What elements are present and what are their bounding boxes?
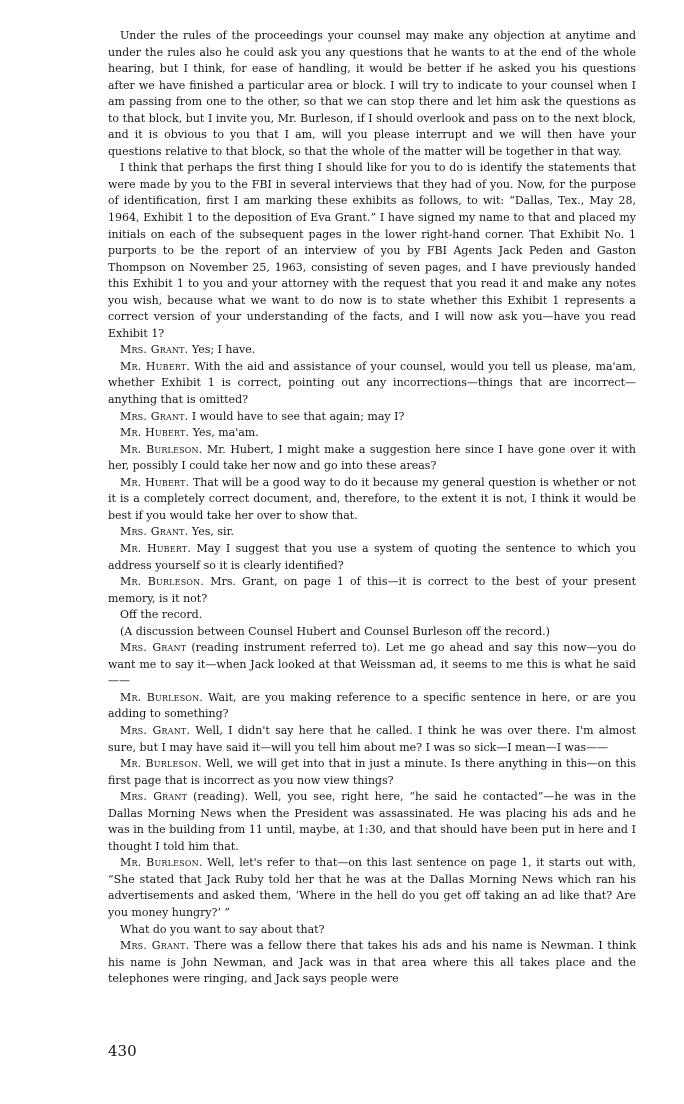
speaker-name: Mrs. Grant.: [120, 525, 189, 539]
dialogue-text: Well, I didn't say here that he called. I think he was over there. I'm almost sure, but I may have said it—will you tell him about me? I was so sick—I mean—I was——: [108, 723, 636, 754]
dialogue-line: [108, 855, 636, 921]
dialogue-text: Well, let's refer to that—on this last sentence on page 1, it starts out with, “She stated that Jack Ruby told her that he was at the Dallas Morning News which ran his advertisements and asked them, ‘Where in the hell do you get off taking an ad like that? Are you money hungry?’ ”: [108, 856, 637, 919]
dialogue-text: Yes, ma'am.: [192, 426, 259, 440]
speaker-name: Mr. Burleson.: [120, 856, 203, 870]
dialogue-line: [108, 475, 636, 525]
dialogue-text: Wait, are you making reference to a specific sentence in here, or are you adding to something?: [108, 690, 636, 721]
dialogue-line: [108, 359, 636, 409]
dialogue-line: [108, 756, 636, 789]
off-record-discussion-note: [108, 624, 636, 641]
off-record-note: [108, 607, 636, 624]
speaker-name: Mrs. Grant.: [120, 723, 191, 737]
speaker-name: Mrs. Grant: [120, 790, 188, 804]
dialogue-line: [108, 723, 636, 756]
speaker-name: Mr. Hubert.: [120, 359, 191, 373]
paragraph-text: I think that perhaps the first thing I should like for you to do is identify the statements that were made by you to the FBI in several interviews that they had of you. Now, for the purpose of identification, first I am marking these exhibits as follows, to wit: “Dallas, Tex., May 28, 1964, Exhibit 1 to the deposition of Eva Grant.” I have signed my name to that and placed my initials on each of the subsequent pages in the lower right-hand corner. That Exhibit No. 1 purports to be the report of an interview of you by FBI Agents Jack Peden and Gaston Thompson on November 25, 1963, consisting of seven pages, and I have previously handed this Exhibit 1 to you and your attorney with the request that you read it and make any notes you wish, because what we want to do now is to state whether this Exhibit 1 represents a correct version of your understanding of the facts, and I will now ask you—have you read Exhibit 1?: [108, 161, 636, 340]
dialogue-line: [108, 640, 636, 690]
dialogue-line: [108, 938, 636, 988]
dialogue-text: That will be a good way to do it because my general question is whether or not it is a completely correct document, and, therefore, to the extent it is not, I think it would be best if you would take her over to show that.: [108, 475, 636, 522]
speaker-name: Mr. Hubert.: [120, 426, 190, 440]
speaker-name: Mrs. Grant.: [120, 343, 189, 357]
dialogue-line: [108, 574, 636, 607]
dialogue-text: There was a fellow there that takes his ads and his name is Newman. I think his name is John Newman, and Jack was in that area where this all takes place and the telephones were ringing, and Jack says people were: [108, 939, 637, 986]
paragraph-text: Under the rules of the proceedings your counsel may make any objection at anytime and under the rules also he could ask you any questions that he wants to at the end of the whole hearing, but I think, for ease of handling, it would be better if he asked you his questions after we have finished a particular area or block. I will try to indicate to your counsel when I am passing from one to the other, so that we can stop there and let him ask the questions as to that block, but I invite you, Mr. Burleson, if I should overlook and pass on to the next block, and it is obvious to you that I am, will you please interrupt and we will then have your questions relative to that block, so that the whole of the matter will be together in that way.: [108, 29, 636, 158]
dialogue-line: [108, 409, 636, 426]
dialogue-line: [108, 789, 636, 855]
dialogue-text: Yes, sir.: [191, 525, 235, 539]
page-number: 430: [108, 1042, 137, 1060]
paragraph-text: (A discussion between Counsel Hubert and Counsel Burleson off the record.): [120, 624, 550, 638]
dialogue-line: [108, 541, 636, 574]
paragraph-text: Off the record.: [120, 608, 203, 622]
dialogue-text: Mr. Hubert, I might make a suggestion here since I have gone over it with her, possibly I could take her now and go into these areas?: [108, 442, 636, 473]
dialogue-line: [108, 425, 636, 442]
speaker-name: Mrs. Grant: [120, 641, 187, 655]
follow-up-question: [108, 922, 636, 939]
dialogue-text: Well, we will get into that in just a minute. Is there anything in this—on this first page that is incorrect as you now view things?: [108, 757, 636, 787]
dialogue-line: [108, 342, 636, 359]
dialogue-line: [108, 524, 636, 541]
transcript-page: [108, 28, 636, 988]
speaker-name: Mr. Burleson.: [120, 575, 205, 589]
paragraph-intro: [108, 28, 636, 160]
speaker-name: Mrs. Grant.: [120, 939, 190, 953]
dialogue-line: [108, 442, 636, 475]
dialogue-text: May I suggest that you use a system of quoting the sentence to which you address yourself so it is clearly identified?: [108, 541, 637, 572]
dialogue-text: Yes; I have.: [191, 343, 256, 357]
speaker-name: Mrs. Grant.: [120, 409, 189, 423]
dialogue-text: With the aid and assistance of your counsel, would you tell us please, ma'am, whether Exhibit 1 is correct, pointing out any incorrections—things that are incorrect—anything that is omitted?: [108, 359, 637, 407]
dialogue-text: (reading instrument referred to). Let me go ahead and say this now—you do want me to say it—when Jack looked at that Weissman ad, it seems to me this is what he said——: [108, 641, 637, 688]
dialogue-line: [108, 690, 636, 723]
speaker-name: Mr. Hubert.: [120, 541, 192, 555]
paragraph-text: What do you want to say about that?: [120, 922, 325, 936]
paragraph-exhibit-identification: [108, 160, 636, 342]
dialogue-text: (reading). Well, you see, right here, “he said he contacted”—he was in the Dallas Morning News when the President was assassinated. He was placing his ads and he was in the building from 11 until, maybe, at 1:30, and that should have been put in here and I thought I told him that.: [108, 790, 637, 853]
speaker-name: Mr. Burleson.: [120, 690, 204, 704]
dialogue-text: Mrs. Grant, on page 1 of this—it is correct to the best of your present memory, is it not?: [108, 575, 637, 605]
speaker-name: Mr. Burleson.: [120, 442, 203, 456]
speaker-name: Mr. Hubert.: [120, 475, 190, 489]
speaker-name: Mr. Burleson.: [120, 757, 202, 771]
dialogue-text: I would have to see that again; may I?: [191, 409, 405, 423]
